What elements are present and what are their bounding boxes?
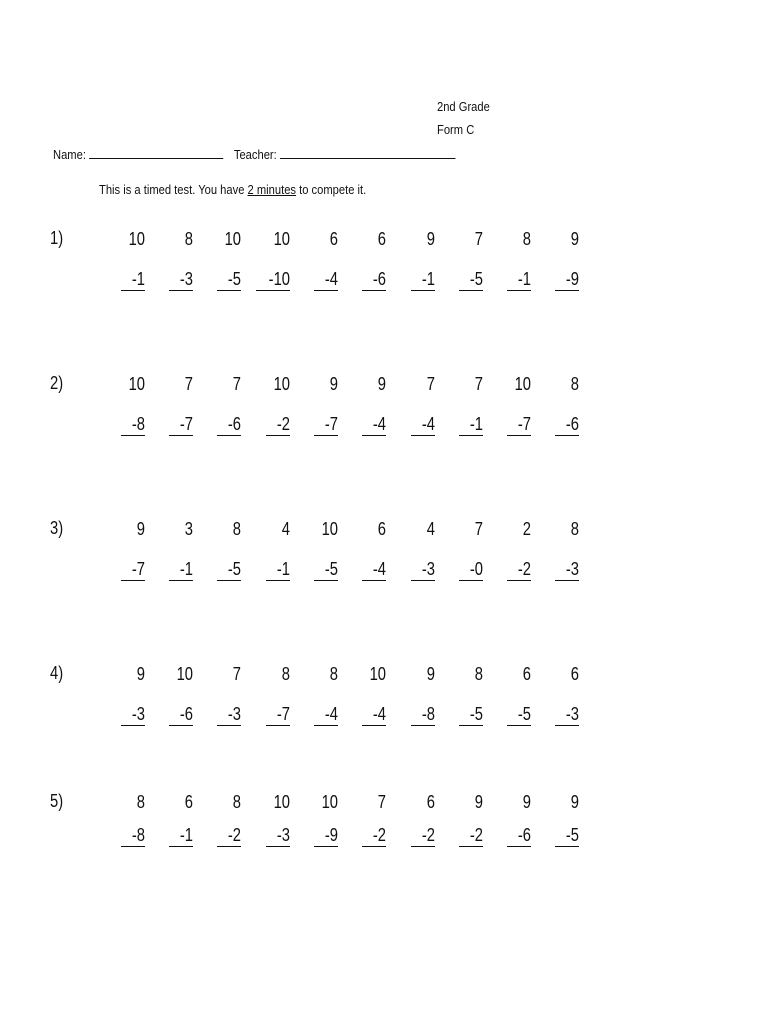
subtrahend-value: -9 bbox=[324, 825, 338, 845]
subtraction-problem bbox=[298, 663, 338, 724]
minuend: 8 bbox=[329, 664, 338, 684]
subtrahend bbox=[555, 824, 579, 847]
subtraction-problem bbox=[105, 373, 145, 434]
minuend: 10 bbox=[128, 229, 145, 249]
problem-row bbox=[0, 228, 770, 308]
minuend: 4 bbox=[281, 519, 290, 539]
subtraction-problem bbox=[298, 373, 338, 434]
problem-row bbox=[0, 518, 770, 598]
subtrahend-value: -9 bbox=[565, 269, 579, 289]
minuend: 9 bbox=[377, 374, 386, 394]
subtraction-problem bbox=[491, 518, 531, 579]
subtrahend-value: -5 bbox=[227, 559, 241, 579]
subtrahend bbox=[266, 824, 290, 847]
subtrahend-value: -1 bbox=[421, 269, 435, 289]
name-blank[interactable] bbox=[89, 145, 223, 159]
minuend: 10 bbox=[224, 229, 241, 249]
minuend: 8 bbox=[136, 792, 145, 812]
subtrahend-value: -6 bbox=[227, 414, 241, 434]
subtrahend bbox=[169, 413, 193, 436]
subtrahend bbox=[362, 824, 386, 847]
subtraction-problem bbox=[395, 373, 435, 434]
subtraction-problem bbox=[201, 663, 241, 724]
instructions-time-limit: 2 minutes bbox=[247, 182, 297, 197]
minuend: 7 bbox=[184, 374, 193, 394]
minuend: 10 bbox=[514, 374, 531, 394]
subtraction-problem bbox=[298, 518, 338, 579]
subtrahend-value: -3 bbox=[276, 825, 290, 845]
subtrahend-value: -3 bbox=[179, 269, 193, 289]
subtraction-problem bbox=[298, 228, 338, 289]
minuend: 8 bbox=[281, 664, 290, 684]
subtrahend-value: -7 bbox=[517, 414, 531, 434]
subtraction-problem bbox=[153, 791, 193, 845]
subtrahend-value: -8 bbox=[131, 414, 145, 434]
subtrahend bbox=[256, 268, 290, 291]
minuend: 10 bbox=[128, 374, 145, 394]
subtrahend-value: -4 bbox=[372, 559, 386, 579]
subtrahend bbox=[217, 703, 241, 726]
subtrahend-value: -5 bbox=[565, 825, 579, 845]
minuend: 7 bbox=[474, 374, 483, 394]
subtrahend bbox=[362, 268, 386, 291]
subtraction-problem bbox=[491, 228, 531, 289]
minuend: 9 bbox=[136, 519, 145, 539]
teacher-blank[interactable] bbox=[280, 145, 455, 159]
subtrahend bbox=[507, 413, 531, 436]
subtraction-problem bbox=[395, 791, 435, 845]
subtrahend bbox=[121, 703, 145, 726]
teacher-label: Teacher: bbox=[233, 147, 277, 162]
subtrahend bbox=[459, 413, 483, 436]
subtraction-problem bbox=[395, 663, 435, 724]
subtrahend-value: -7 bbox=[131, 559, 145, 579]
subtrahend-value: -1 bbox=[179, 825, 193, 845]
minuend: 7 bbox=[232, 664, 241, 684]
subtrahend-value: -3 bbox=[421, 559, 435, 579]
subtrahend bbox=[217, 268, 241, 291]
subtrahend bbox=[507, 558, 531, 581]
subtrahend bbox=[362, 703, 386, 726]
subtraction-problem bbox=[443, 791, 483, 845]
minuend: 4 bbox=[426, 519, 435, 539]
subtrahend bbox=[121, 413, 145, 436]
minuend: 8 bbox=[522, 229, 531, 249]
subtrahend-value: -4 bbox=[324, 269, 338, 289]
minuend: 2 bbox=[522, 519, 531, 539]
subtrahend bbox=[459, 558, 483, 581]
grade-label: 2nd Grade bbox=[437, 99, 490, 114]
subtrahend bbox=[362, 558, 386, 581]
subtraction-problem bbox=[443, 373, 483, 434]
subtraction-problem bbox=[539, 663, 579, 724]
minuend: 8 bbox=[232, 519, 241, 539]
subtrahend-value: -6 bbox=[179, 704, 193, 724]
subtraction-problem bbox=[346, 373, 386, 434]
subtrahend bbox=[169, 268, 193, 291]
subtraction-problem bbox=[346, 791, 386, 845]
subtrahend-value: -5 bbox=[227, 269, 241, 289]
subtrahend bbox=[314, 824, 338, 847]
subtraction-problem bbox=[395, 518, 435, 579]
subtrahend bbox=[217, 413, 241, 436]
minuend: 9 bbox=[329, 374, 338, 394]
subtraction-problem bbox=[443, 228, 483, 289]
subtrahend-value: -4 bbox=[372, 704, 386, 724]
form-label: Form C bbox=[437, 122, 475, 137]
subtrahend-value: -7 bbox=[324, 414, 338, 434]
minuend: 9 bbox=[522, 792, 531, 812]
subtrahend-value: -7 bbox=[179, 414, 193, 434]
subtraction-problem bbox=[153, 228, 193, 289]
subtrahend-value: -5 bbox=[517, 704, 531, 724]
row-number: 3) bbox=[50, 518, 64, 538]
subtraction-problem bbox=[539, 228, 579, 289]
subtrahend-value: -2 bbox=[227, 825, 241, 845]
subtraction-problem bbox=[153, 373, 193, 434]
subtrahend bbox=[121, 824, 145, 847]
subtraction-problem bbox=[153, 518, 193, 579]
minuend: 9 bbox=[570, 229, 579, 249]
subtrahend bbox=[169, 824, 193, 847]
subtrahend-value: -2 bbox=[517, 559, 531, 579]
subtrahend-value: -1 bbox=[517, 269, 531, 289]
subtrahend-value: -8 bbox=[421, 704, 435, 724]
subtraction-problem bbox=[443, 518, 483, 579]
subtrahend-value: -5 bbox=[324, 559, 338, 579]
subtraction-problem bbox=[539, 373, 579, 434]
subtrahend bbox=[555, 703, 579, 726]
subtraction-problem bbox=[105, 791, 145, 845]
subtraction-problem bbox=[105, 518, 145, 579]
minuend: 3 bbox=[184, 519, 193, 539]
subtraction-problem bbox=[491, 373, 531, 434]
grade-info bbox=[437, 95, 490, 141]
row-number: 4) bbox=[50, 663, 64, 683]
minuend: 7 bbox=[474, 229, 483, 249]
subtrahend-value: -3 bbox=[227, 704, 241, 724]
subtrahend bbox=[314, 558, 338, 581]
subtrahend bbox=[507, 268, 531, 291]
subtraction-problem bbox=[250, 791, 290, 845]
subtraction-problem bbox=[346, 663, 386, 724]
subtraction-problem bbox=[395, 228, 435, 289]
subtrahend bbox=[459, 824, 483, 847]
subtraction-problem bbox=[250, 228, 290, 289]
row-number: 1) bbox=[50, 228, 64, 248]
minuend: 8 bbox=[232, 792, 241, 812]
subtrahend bbox=[555, 268, 579, 291]
subtrahend-value: -8 bbox=[131, 825, 145, 845]
subtrahend bbox=[266, 558, 290, 581]
minuend: 8 bbox=[184, 229, 193, 249]
subtrahend bbox=[266, 413, 290, 436]
subtrahend-value: -2 bbox=[421, 825, 435, 845]
minuend: 9 bbox=[136, 664, 145, 684]
minuend: 6 bbox=[570, 664, 579, 684]
subtrahend-value: -4 bbox=[372, 414, 386, 434]
subtrahend bbox=[266, 703, 290, 726]
subtrahend-value: -3 bbox=[131, 704, 145, 724]
minuend: 7 bbox=[426, 374, 435, 394]
subtrahend bbox=[314, 268, 338, 291]
subtrahend bbox=[411, 558, 435, 581]
subtrahend-value: -6 bbox=[372, 269, 386, 289]
subtraction-problem bbox=[201, 791, 241, 845]
subtraction-problem bbox=[346, 518, 386, 579]
subtrahend bbox=[411, 824, 435, 847]
minuend: 6 bbox=[426, 792, 435, 812]
minuend: 10 bbox=[321, 792, 338, 812]
subtrahend-value: -2 bbox=[372, 825, 386, 845]
subtrahend bbox=[411, 268, 435, 291]
subtrahend bbox=[459, 703, 483, 726]
subtraction-problem bbox=[250, 373, 290, 434]
subtrahend-value: -10 bbox=[268, 269, 290, 289]
minuend: 7 bbox=[474, 519, 483, 539]
instructions-text-start: This is a timed test. You have bbox=[99, 182, 248, 197]
subtrahend bbox=[507, 703, 531, 726]
subtrahend bbox=[121, 268, 145, 291]
minuend: 8 bbox=[474, 664, 483, 684]
subtrahend bbox=[411, 703, 435, 726]
subtrahend bbox=[362, 413, 386, 436]
subtrahend-value: -5 bbox=[469, 704, 483, 724]
subtrahend bbox=[314, 703, 338, 726]
subtraction-problem bbox=[491, 663, 531, 724]
minuend: 10 bbox=[273, 374, 290, 394]
subtraction-problem bbox=[201, 518, 241, 579]
subtrahend bbox=[411, 413, 435, 436]
subtrahend bbox=[169, 703, 193, 726]
minuend: 8 bbox=[570, 374, 579, 394]
minuend: 10 bbox=[273, 792, 290, 812]
problem-row bbox=[0, 663, 770, 743]
problem-row bbox=[0, 373, 770, 453]
subtrahend-value: -4 bbox=[421, 414, 435, 434]
minuend: 9 bbox=[426, 664, 435, 684]
minuend: 10 bbox=[321, 519, 338, 539]
row-number: 2) bbox=[50, 373, 64, 393]
subtrahend-value: -7 bbox=[276, 704, 290, 724]
instructions bbox=[99, 182, 366, 197]
subtrahend-value: -1 bbox=[179, 559, 193, 579]
subtrahend-value: -6 bbox=[517, 825, 531, 845]
subtrahend-value: -3 bbox=[565, 559, 579, 579]
minuend: 9 bbox=[474, 792, 483, 812]
row-number: 5) bbox=[50, 791, 64, 811]
subtrahend-value: -4 bbox=[324, 704, 338, 724]
subtraction-problem bbox=[250, 518, 290, 579]
subtrahend-value: -3 bbox=[565, 704, 579, 724]
minuend: 10 bbox=[273, 229, 290, 249]
subtraction-problem bbox=[250, 663, 290, 724]
subtraction-problem bbox=[539, 791, 579, 845]
name-teacher-line bbox=[53, 145, 456, 162]
minuend: 6 bbox=[184, 792, 193, 812]
subtraction-problem bbox=[201, 228, 241, 289]
minuend: 9 bbox=[570, 792, 579, 812]
subtrahend bbox=[121, 558, 145, 581]
minuend: 7 bbox=[377, 792, 386, 812]
minuend: 7 bbox=[232, 374, 241, 394]
subtrahend bbox=[217, 558, 241, 581]
subtrahend-value: -1 bbox=[276, 559, 290, 579]
subtrahend bbox=[555, 558, 579, 581]
subtrahend bbox=[507, 824, 531, 847]
minuend: 6 bbox=[377, 519, 386, 539]
minuend: 6 bbox=[329, 229, 338, 249]
subtrahend bbox=[459, 268, 483, 291]
minuend: 10 bbox=[176, 664, 193, 684]
subtraction-problem bbox=[443, 663, 483, 724]
subtraction-problem bbox=[539, 518, 579, 579]
subtraction-problem bbox=[105, 228, 145, 289]
subtrahend bbox=[314, 413, 338, 436]
name-label: Name: bbox=[53, 147, 86, 162]
minuend: 10 bbox=[369, 664, 386, 684]
subtraction-problem bbox=[298, 791, 338, 845]
minuend: 6 bbox=[377, 229, 386, 249]
subtraction-problem bbox=[491, 791, 531, 845]
instructions-text-end: to compete it. bbox=[296, 182, 367, 197]
subtrahend-value: -6 bbox=[565, 414, 579, 434]
minuend: 6 bbox=[522, 664, 531, 684]
subtrahend-value: -1 bbox=[469, 414, 483, 434]
subtrahend-value: -5 bbox=[469, 269, 483, 289]
subtrahend-value: -2 bbox=[276, 414, 290, 434]
subtrahend-value: -0 bbox=[469, 559, 483, 579]
problem-row bbox=[0, 791, 770, 871]
subtrahend bbox=[169, 558, 193, 581]
minuend: 9 bbox=[426, 229, 435, 249]
subtrahend bbox=[555, 413, 579, 436]
subtrahend-value: -1 bbox=[131, 269, 145, 289]
subtrahend-value: -2 bbox=[469, 825, 483, 845]
subtraction-problem bbox=[105, 663, 145, 724]
minuend: 8 bbox=[570, 519, 579, 539]
subtraction-problem bbox=[153, 663, 193, 724]
subtrahend bbox=[217, 824, 241, 847]
subtraction-problem bbox=[346, 228, 386, 289]
subtraction-problem bbox=[201, 373, 241, 434]
